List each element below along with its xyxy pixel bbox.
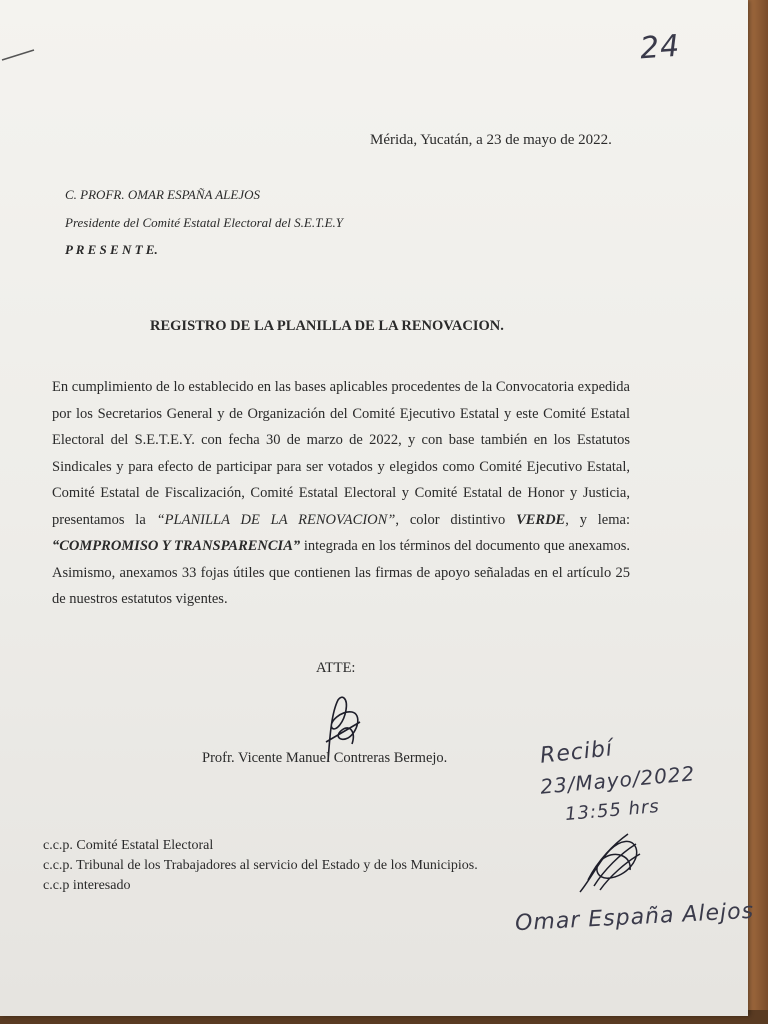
ccp-line-3: c.c.p interesado <box>43 878 131 893</box>
signer-name: Profr. Vicente Manuel Contreras Bermejo. <box>202 750 448 766</box>
body-part2: , color distintivo <box>395 511 517 528</box>
addressee-position: Presidente del Comité Estatal Electoral del S.E.T.E.Y <box>65 215 344 230</box>
addressee-name: C. PROFR. OMAR ESPAÑA ALEJOS <box>65 187 260 202</box>
presente-line: P R E S E N T E. <box>65 242 158 257</box>
body-part4: integrada en los términos del documento que anexamos. Asimismo, anexamos 33 fojas útiles que contienen las firmas de apoyo señaladas en el artículo 25 de nuestros estatutos vigentes. <box>52 538 630 607</box>
planilla-name: “PLANILLA DE LA RENOVACION” <box>156 511 396 528</box>
body-paragraph <box>52 374 630 613</box>
pen-mark <box>0 40 40 70</box>
motto: “COMPROMISO Y TRANSPARENCIA” <box>52 538 301 554</box>
subject-title: REGISTRO DE LA PLANILLA DE LA RENOVACION. <box>150 318 504 334</box>
body-part1: En cumplimiento de lo establecido en las bases aplicables procedentes de la Convocatoria expedida por los Secretarios General y de Organización del Comité Ejecutivo Estatal y este Comité Estatal Electoral del S.E.T.E.Y. con fecha 30 de marzo de 2022, y con base también en los Estatutos Sindicales y para efecto de participar para ser votados y elegidos como Comité Ejecutivo Estatal, Comité Estatal de Fiscalización, Comité Estatal Electoral y Comité Estatal de Honor y Justicia, presentamos la <box>52 379 630 528</box>
receiver-name: Omar España Alejos <box>514 898 755 937</box>
received-word: Recibí <box>538 736 615 769</box>
ccp-line-1: c.c.p. Comité Estatal Electoral <box>43 838 214 853</box>
signature-receiver <box>570 820 650 900</box>
closing: ATTE: <box>316 660 356 676</box>
received-date: 23/Mayo/2022 <box>539 761 697 799</box>
received-time: 13:55 hrs <box>564 795 661 826</box>
page-number: 24 <box>638 28 682 67</box>
distinctive-color: VERDE <box>516 511 566 528</box>
body-part3: , y lema: <box>565 511 630 528</box>
ccp-line-2: c.c.p. Tribunal de los Trabajadores al servicio del Estado y de los Municipios. <box>43 858 478 873</box>
place-date: Mérida, Yucatán, a 23 de mayo de 2022. <box>370 132 612 148</box>
